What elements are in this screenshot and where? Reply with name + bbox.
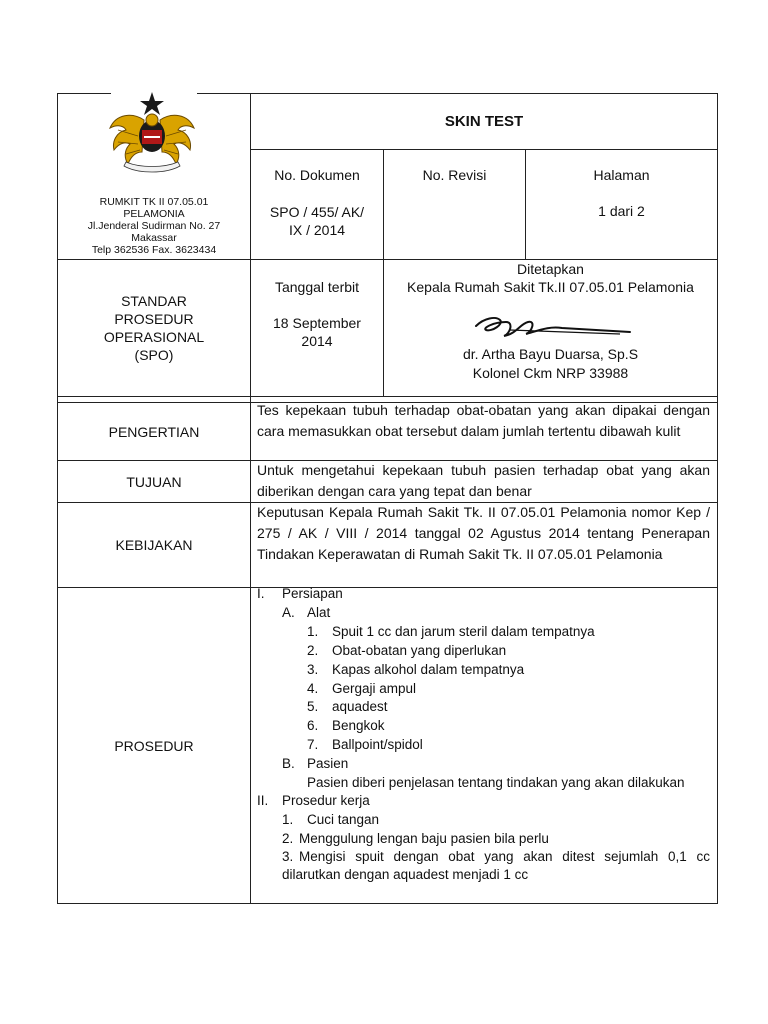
doc-number-label: No. Dokumen xyxy=(274,167,360,183)
signer-name: dr. Artha Bayu Duarsa, Sp.S xyxy=(462,346,639,362)
kerja-num: 2. xyxy=(282,831,294,846)
alat-item: Kapas alkohol dalam tempatnya xyxy=(332,662,525,677)
issue-date-label: Tanggal terbit xyxy=(274,279,360,295)
alat-num: 5. xyxy=(307,699,319,714)
signer-rank: Kolonel Ckm NRP 33988 xyxy=(472,365,629,381)
garuda-emblem-icon xyxy=(104,90,200,182)
border-bottom xyxy=(57,903,718,904)
page-value: 1 dari 2 xyxy=(598,203,645,219)
doc-number-line-2: IX / 2014 xyxy=(288,222,346,238)
approval-authority: Kepala Rumah Sakit Tk.II 07.05.01 Pelamonia xyxy=(407,279,694,295)
border-right xyxy=(717,93,718,903)
border-title-bottom xyxy=(250,149,718,150)
issue-date-line-1: 18 September xyxy=(273,315,361,331)
alat-num: 4. xyxy=(307,681,319,696)
signer-block xyxy=(384,345,717,383)
issue-date-value xyxy=(251,314,383,350)
institution-city: Makassar xyxy=(131,232,177,244)
hospital-logo xyxy=(104,90,200,182)
section-ii-title: Prosedur kerja xyxy=(282,793,370,808)
alat-item: Gergaji ampul xyxy=(332,681,417,696)
page-label: Halaman xyxy=(593,167,650,183)
spo-label-line-1: STANDAR xyxy=(121,293,187,309)
section-ii-number: II. xyxy=(257,793,269,808)
document-title: SKIN TEST xyxy=(444,112,524,130)
alat-item: Obat-obatan yang diperlukan xyxy=(332,643,507,658)
kerja-item: Cuci tangan xyxy=(307,812,380,827)
tujuan-text: Untuk mengetahui kepekaan tubuh pasien terhadap obat yang akan diberikan dengan cara yang tepat dan benar xyxy=(257,462,710,499)
revision-label: No. Revisi xyxy=(422,167,487,183)
spo-label-line-3: OPERASIONAL xyxy=(103,329,205,345)
spo-label-line-4: (SPO) xyxy=(134,347,174,363)
pengertian-text: Tes kepekaan tubuh terhadap obat-obatan yang akan dipakai dengan cara memasukkan obat tersebut dalam jumlah tertentu dibawah kulit xyxy=(257,402,710,439)
approval-block xyxy=(384,260,717,296)
signature xyxy=(470,310,640,346)
alat-item: Ballpoint/spidol xyxy=(332,737,423,752)
tujuan-label: TUJUAN xyxy=(126,473,182,490)
issue-date-line-2: 2014 xyxy=(301,333,333,349)
prosedur-label: PROSEDUR xyxy=(114,737,194,754)
doc-number-value xyxy=(251,203,383,239)
kerja-item: Mengisi spuit dengan obat yang akan ditest sejumlah 0,1 cc dilarutkan dengan aquadest menjadi 1 cc xyxy=(282,849,710,882)
institution-name: RUMKIT TK II 07.05.01 xyxy=(99,196,209,208)
alat-num: 1. xyxy=(307,624,319,639)
section-a-number: A. xyxy=(282,605,295,620)
section-i-number: I. xyxy=(257,586,265,601)
spo-label-line-2: PROSEDUR xyxy=(114,311,194,327)
alat-num: 3. xyxy=(307,662,319,677)
alat-num: 6. xyxy=(307,718,319,733)
alat-item: aquadest xyxy=(332,699,388,714)
alat-item: Spuit 1 cc dan jarum steril dalam tempatnya xyxy=(332,624,595,639)
section-b-title: Pasien xyxy=(307,756,349,771)
institution-address: Jl.Jenderal Sudirman No. 27 xyxy=(87,220,221,232)
kebijakan-text: Keputusan Kepala Rumah Sakit Tk. II 07.05.01 Pelamonia nomor Kep / 275 / AK / VIII / 2014 tanggal 02 Agustus 2014 tentang Penerapan Tindakan Keperawatan di Rumah Sakit Tk. II 07.05.01 Pelamonia xyxy=(257,504,710,562)
approval-label: Ditetapkan xyxy=(517,261,584,277)
kebijakan-label: KEBIJAKAN xyxy=(115,537,193,553)
border-top-left xyxy=(57,93,111,94)
section-b-text: Pasien diberi penjelasan tentang tindakan yang akan dilakukan xyxy=(307,775,685,790)
border-spo-bottom xyxy=(57,396,718,397)
pengertian-label: PENGERTIAN xyxy=(108,423,200,440)
institution-phone: Telp 362536 Fax. 3623434 xyxy=(91,244,217,256)
kerja-item: Menggulung lengan baju pasien bila perlu xyxy=(299,831,549,846)
kerja-num: 3. xyxy=(282,849,294,864)
section-a-title: Alat xyxy=(307,605,331,620)
alat-num: 2. xyxy=(307,643,319,658)
kerja-num: 1. xyxy=(282,812,294,827)
institution-unit: PELAMONIA xyxy=(123,208,185,220)
section-i-title: Persiapan xyxy=(282,586,343,601)
institution-block xyxy=(58,192,250,260)
doc-number-line-1: SPO / 455/ AK/ xyxy=(269,204,365,220)
signature-icon xyxy=(470,310,640,346)
alat-item: Bengkok xyxy=(332,718,385,733)
spo-label-block xyxy=(58,260,250,396)
section-b-number: B. xyxy=(282,756,295,771)
alat-num: 7. xyxy=(307,737,319,752)
